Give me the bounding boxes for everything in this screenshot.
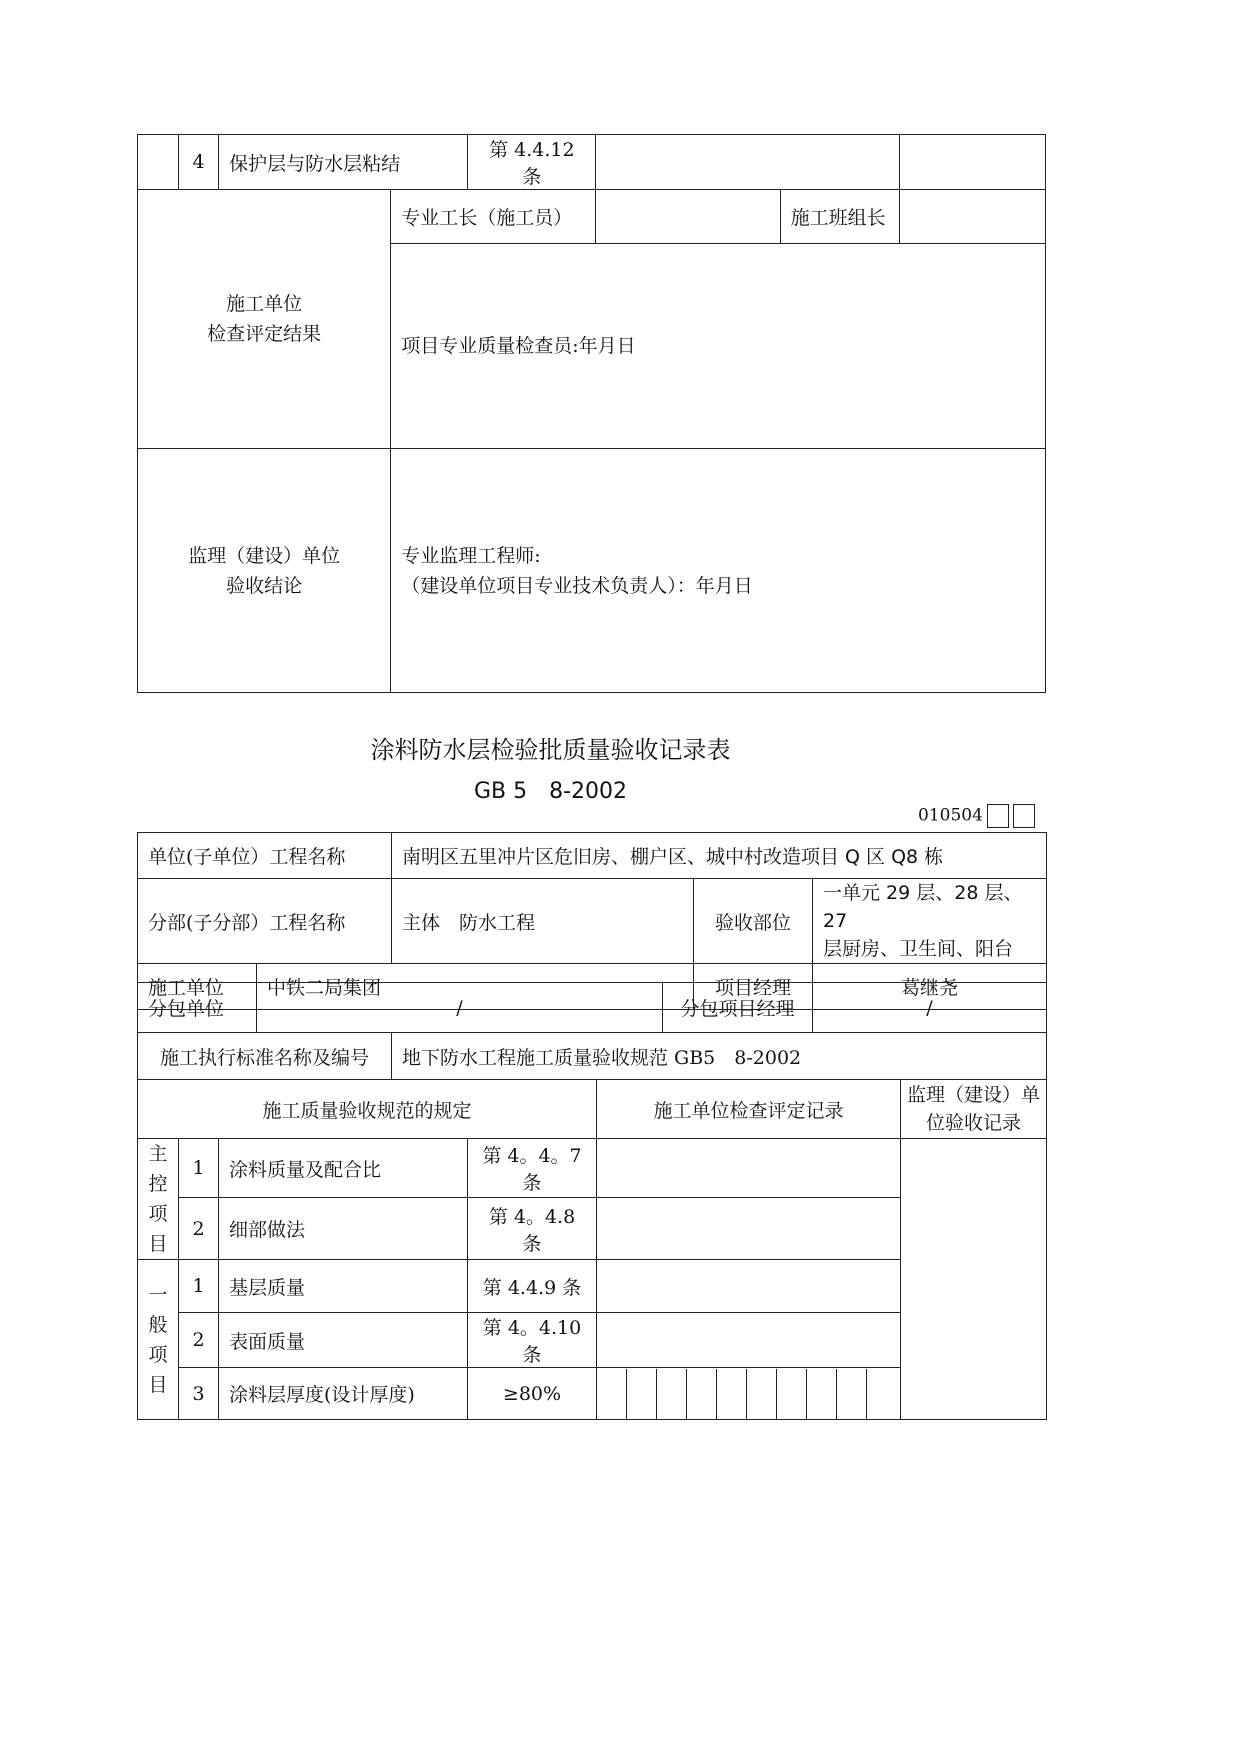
group-char: 项 <box>148 1343 168 1366</box>
measurement-cell[interactable] <box>837 1369 867 1419</box>
unit-project-value[interactable]: 南明区五里冲片区危旧房、棚户区、城中村改造项目 Q 区 Q8 栋 <box>392 833 1047 879</box>
supervisor-signoff[interactable] <box>391 449 1046 693</box>
supervisor-line-1: 专业监理工程师: <box>401 544 541 567</box>
form-code <box>918 804 1035 828</box>
measurement-cell[interactable] <box>747 1369 777 1419</box>
col-supervisor-header <box>901 1080 1047 1139</box>
subcontractor-label: 分包单位 <box>138 983 257 1033</box>
standard-name-value[interactable]: 地下防水工程施工质量验收规范 GB5 8-2002 <box>392 1033 1047 1080</box>
item-number: 2 <box>179 1313 219 1368</box>
supervisor-record-cell[interactable] <box>901 1139 1047 1420</box>
record-cell[interactable] <box>597 1139 901 1198</box>
col-supervisor-line-1: 监理（建设）单 <box>907 1084 1041 1106</box>
continuation-table <box>137 134 1046 693</box>
form-title: 涂料防水层检验批质量验收记录表 <box>370 736 731 764</box>
item-label: 涂料质量及配合比 <box>219 1139 468 1198</box>
item-number: 1 <box>179 1260 219 1313</box>
standard-table <box>137 1032 1047 1080</box>
group-char: 主 <box>148 1143 168 1165</box>
acceptance-part-label: 验收部位 <box>694 879 813 964</box>
record-cell[interactable] <box>597 1198 901 1260</box>
group-char: 般 <box>148 1313 168 1336</box>
group-char: 项 <box>148 1203 168 1225</box>
table-row <box>138 879 1047 964</box>
measurement-cells <box>597 1368 901 1420</box>
form-code-text: 010504 <box>918 805 983 826</box>
contractor-title-line-2: 检查评定结果 <box>207 323 322 345</box>
group-char: 目 <box>148 1373 168 1396</box>
general-group <box>138 1260 179 1420</box>
measurement-cell[interactable] <box>777 1369 807 1419</box>
table-row <box>138 1033 1047 1080</box>
item-clause: 第 4.4.12 条 <box>468 135 596 190</box>
supervisor-title-line-2: 验收结论 <box>226 574 303 597</box>
group-char: 目 <box>148 1233 168 1255</box>
contractor-title-line-1: 施工单位 <box>226 293 303 315</box>
item-clause: 第 4.4.9 条 <box>468 1260 597 1313</box>
supervisor-record-cell[interactable] <box>899 135 1045 190</box>
team-leader-signature-cell[interactable] <box>899 190 1045 244</box>
table-row <box>138 1139 1047 1198</box>
contractor-label: 施工单位 <box>138 964 257 1010</box>
item-label: 保护层与防水层粘结 <box>219 135 468 190</box>
foreman-label: 专业工长（施工员） <box>391 190 596 244</box>
record-cell[interactable] <box>597 1260 901 1313</box>
item-clause: 第 4。4。7 条 <box>468 1139 597 1198</box>
code-box[interactable] <box>1013 804 1035 828</box>
item-label: 细部做法 <box>219 1198 468 1260</box>
standard-code: GB 5 8-2002 <box>473 779 628 804</box>
inspector-line: 项目专业质量检查员:年月日 <box>401 335 636 357</box>
item-number: 2 <box>179 1198 219 1260</box>
subcontractor-value[interactable]: / <box>257 983 663 1033</box>
unit-project-label: 单位(子单位）工程名称 <box>138 833 392 879</box>
standard-name-label: 施工执行标准名称及编号 <box>138 1033 392 1080</box>
item-number: 3 <box>179 1368 219 1420</box>
table-row <box>138 449 1046 693</box>
supervisor-conclusion-title <box>138 449 391 693</box>
measurement-cell[interactable] <box>657 1369 687 1419</box>
inspector-signoff[interactable] <box>391 244 1046 449</box>
supervisor-line-2: （建设单位项目专业技术负责人）：年月日 <box>401 574 753 597</box>
item-clause: ≥80% <box>468 1368 597 1420</box>
col-contractor-header: 施工单位检查评定记录 <box>597 1080 901 1139</box>
group-char: 控 <box>148 1173 168 1195</box>
group-cell <box>138 135 179 190</box>
item-clause: 第 4。4.8 条 <box>468 1198 597 1260</box>
measurement-cell[interactable] <box>687 1369 717 1419</box>
item-label: 基层质量 <box>219 1260 468 1313</box>
item-clause: 第 4。4.10 条 <box>468 1313 597 1368</box>
col-supervisor-line-2: 位验收记录 <box>926 1112 1022 1134</box>
item-number: 1 <box>179 1139 219 1198</box>
sub-pm-label: 分包项目经理 <box>663 983 813 1033</box>
measurement-cell[interactable] <box>807 1369 837 1419</box>
team-leader-label: 施工班组长 <box>780 190 899 244</box>
pm-value[interactable]: 葛继尧 <box>813 964 1047 1010</box>
division-value[interactable]: 主体 防水工程 <box>392 879 694 964</box>
division-label: 分部(子分部）工程名称 <box>138 879 392 964</box>
contractor-result-title <box>138 190 391 449</box>
code-box[interactable] <box>987 804 1009 828</box>
sub-pm-value[interactable]: / <box>813 983 1047 1033</box>
table-row <box>138 833 1047 879</box>
acceptance-part-line-2: 层厨房、卫生间、阳台 <box>823 938 1014 960</box>
main-control-group <box>138 1139 179 1260</box>
items-table <box>137 1079 1047 1420</box>
supervisor-title-line-1: 监理（建设）单位 <box>188 544 341 567</box>
col-spec-header: 施工质量验收规范的规定 <box>138 1080 597 1139</box>
subcontractor-table <box>137 982 1047 1033</box>
item-label: 表面质量 <box>219 1313 468 1368</box>
contractor-value[interactable]: 中铁二局集团 <box>257 964 694 1010</box>
foreman-signature-cell[interactable] <box>596 190 780 244</box>
measurement-cell[interactable] <box>867 1369 897 1419</box>
table-row <box>138 983 1047 1033</box>
item-label: 涂料层厚度(设计厚度) <box>219 1368 468 1420</box>
measurement-cell[interactable] <box>597 1369 627 1419</box>
pm-label: 项目经理 <box>694 964 813 1010</box>
group-char: 一 <box>148 1283 168 1306</box>
table-row <box>138 1080 1047 1139</box>
acceptance-part-value[interactable] <box>813 879 1047 964</box>
measurement-cell[interactable] <box>627 1369 657 1419</box>
item-number: 4 <box>179 135 219 190</box>
table-row <box>138 135 1046 190</box>
measurement-cell[interactable] <box>717 1369 747 1419</box>
record-cell[interactable] <box>596 135 899 190</box>
record-cell[interactable] <box>597 1313 901 1368</box>
acceptance-part-line-1: 一单元 29 层、28 层、27 <box>823 882 1023 932</box>
table-row <box>138 190 1046 244</box>
